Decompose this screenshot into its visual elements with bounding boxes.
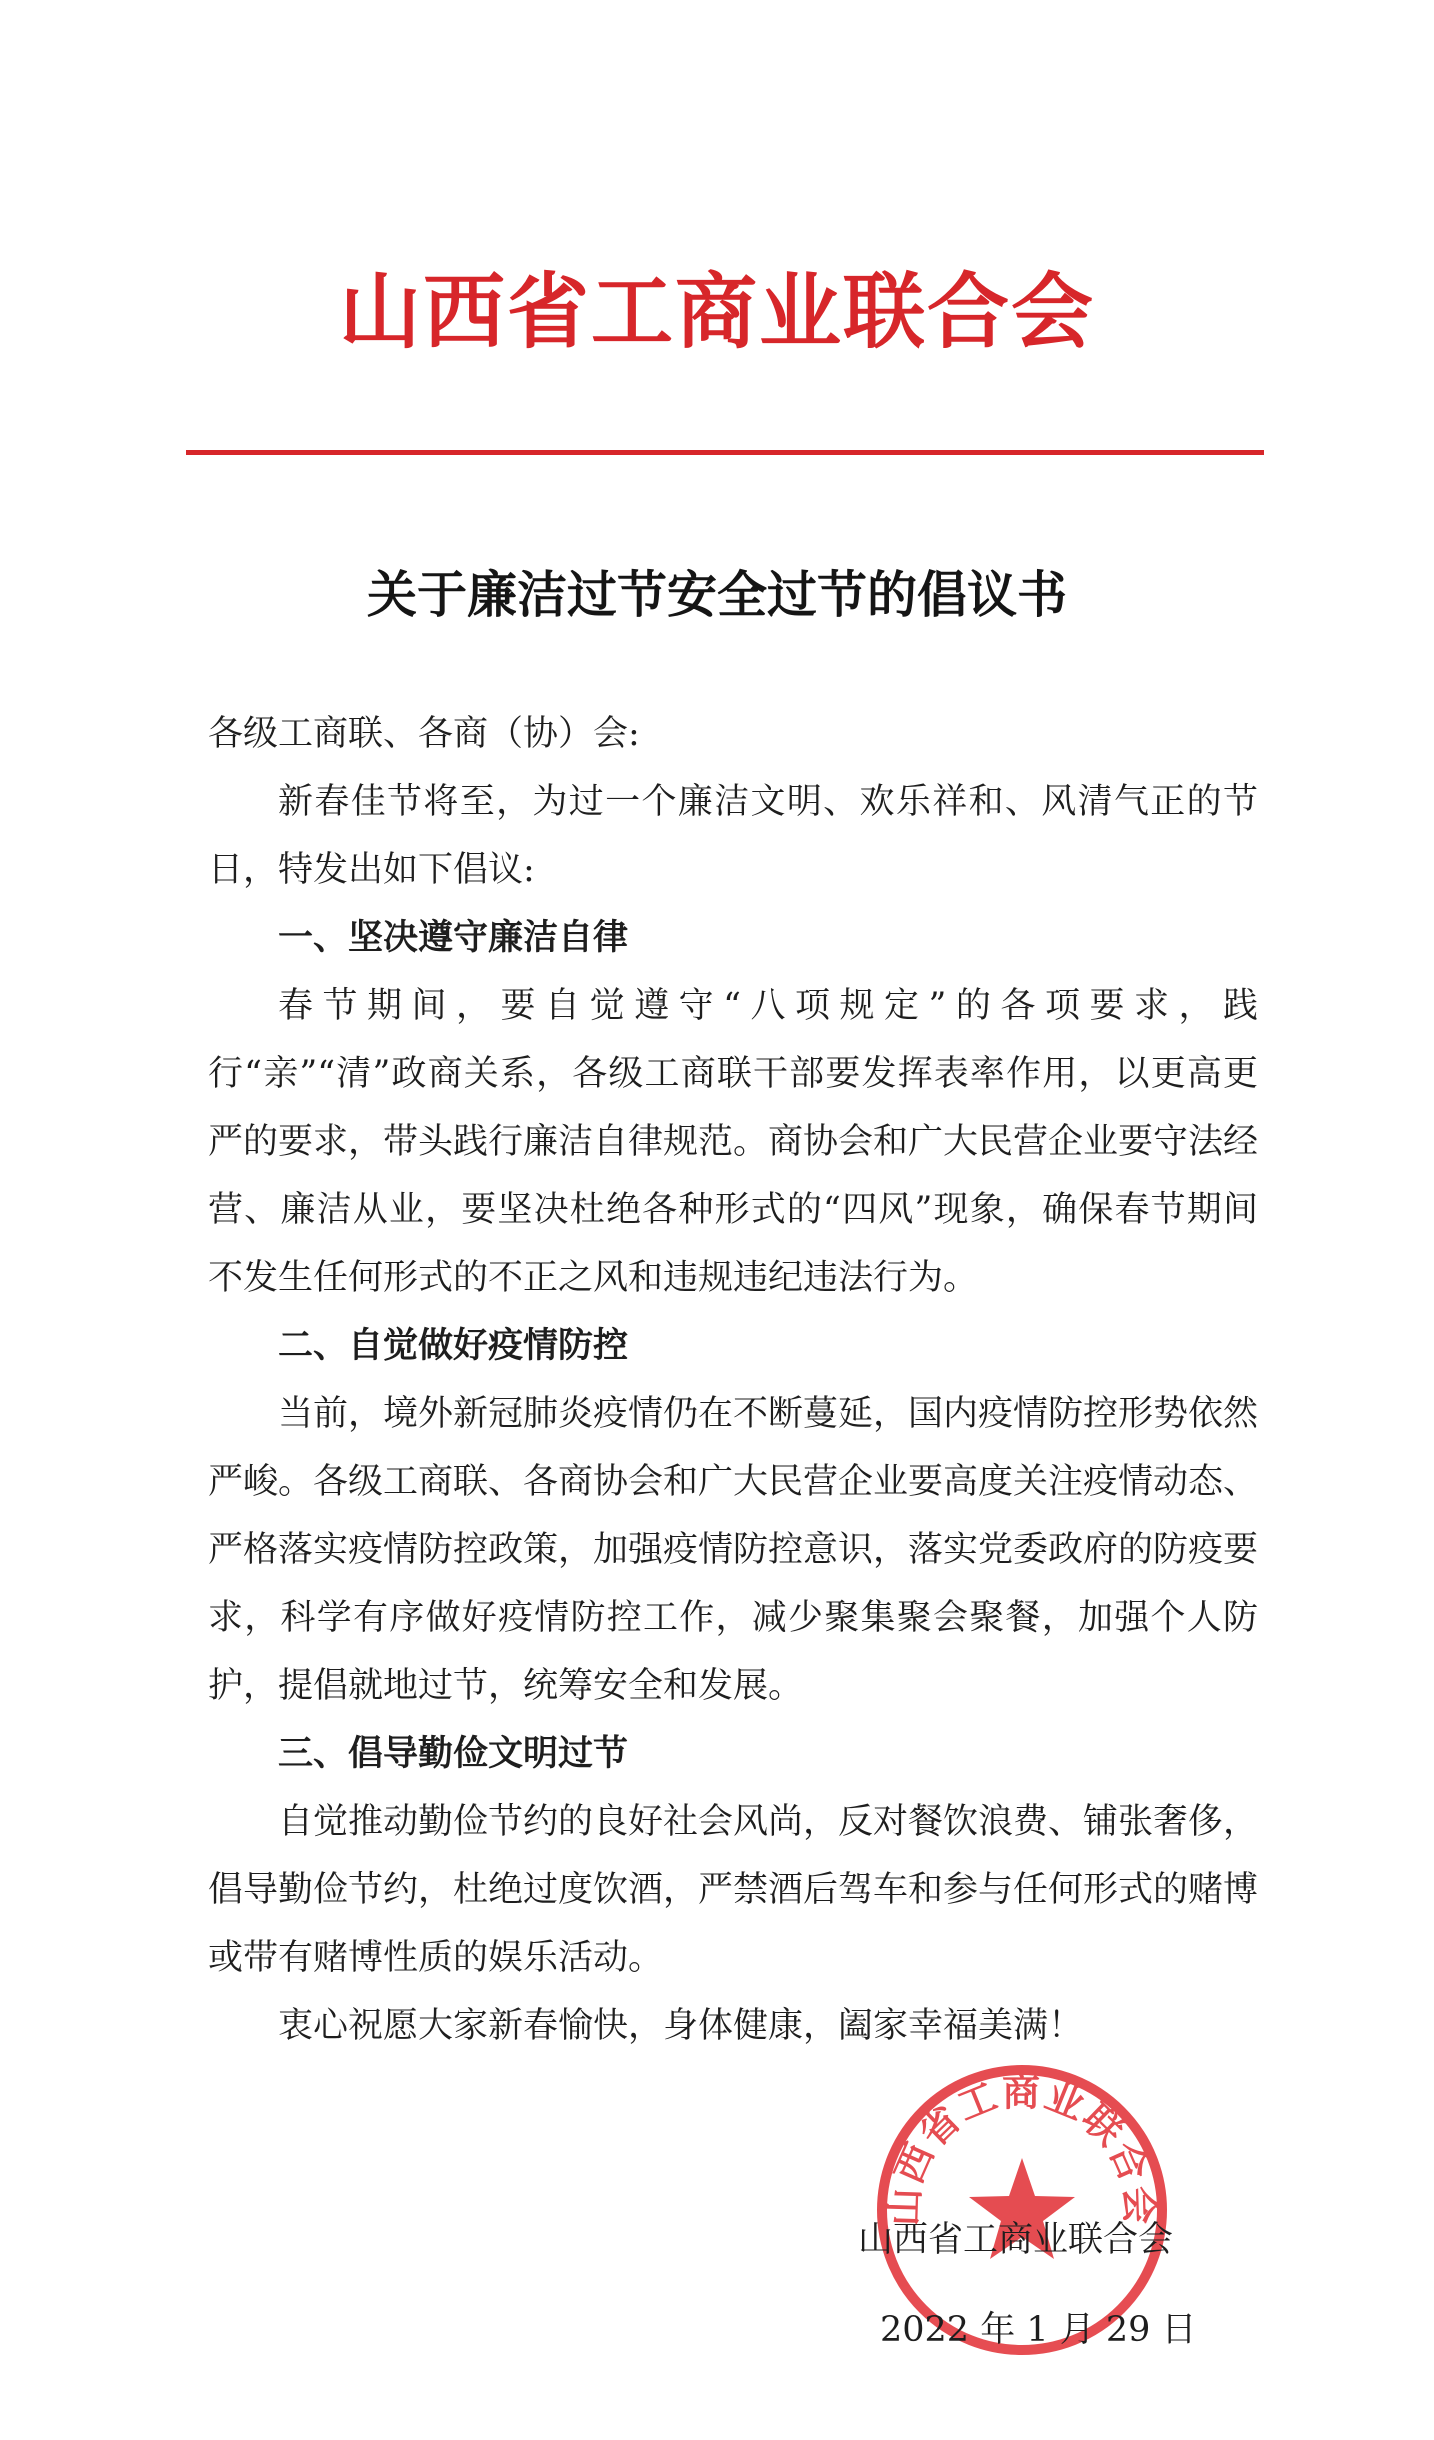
- header-divider: [186, 450, 1264, 455]
- document-body: [208, 700, 1258, 2060]
- organization-header: 山西省工商业联合会: [338, 264, 1095, 360]
- seal-text: 山西省工商业联合会: [881, 2069, 1163, 2227]
- section-paragraph-1: 春节期间，要自觉遵守“八项规定”的各项要求，践行“亲”“清”政商关系，各级工商联干部要发挥表率作用，以更高更严的要求，带头践行廉洁自律规范。商协会和广大民营企业要守法经营、廉洁从业，要坚决杜绝各种形式的“四风”现象，确保春节期间不发生任何形式的不正之风和违规违纪违法行为。: [208, 986, 1259, 1298]
- section-heading-1: 一、坚决遵守廉洁自律: [278, 918, 629, 958]
- section-heading-3: 三、倡导勤俭文明过节: [278, 1734, 629, 1774]
- section-heading-2: 二、自觉做好疫情防控: [278, 1326, 629, 1366]
- signature-organization: 山西省工商业联合会: [858, 2220, 1174, 2260]
- signature-date: 2022 年 1 月 29 日: [880, 2310, 1197, 2350]
- intro-paragraph: 新春佳节将至，为过一个廉洁文明、欢乐祥和、风清气正的节日，特发出如下倡议:: [208, 782, 1258, 890]
- document-title: 关于廉洁过节安全过节的倡议书: [367, 565, 1067, 624]
- salutation: 各级工商联、各商（协）会:: [208, 714, 640, 754]
- closing-paragraph: 衷心祝愿大家新春愉快，身体健康，阖家幸福美满！: [278, 2006, 1084, 2046]
- section-paragraph-2: 当前，境外新冠肺炎疫情仍在不断蔓延，国内疫情防控形势依然严峻。各级工商联、各商协会和广大民营企业要高度关注疫情动态、严格落实疫情防控政策，加强疫情防控意识，落实党委政府的防疫要求，科学有序做好疫情防控工作，减少聚集聚会聚餐，加强个人防护，提倡就地过节，统筹安全和发展。: [208, 1394, 1259, 1706]
- section-paragraph-3: 自觉推动勤俭节约的良好社会风尚，反对餐饮浪费、铺张奢侈，倡导勤俭节约，杜绝过度饮酒，严禁酒后驾车和参与任何形式的赌博或带有赌博性质的娱乐活动。: [208, 1802, 1259, 1978]
